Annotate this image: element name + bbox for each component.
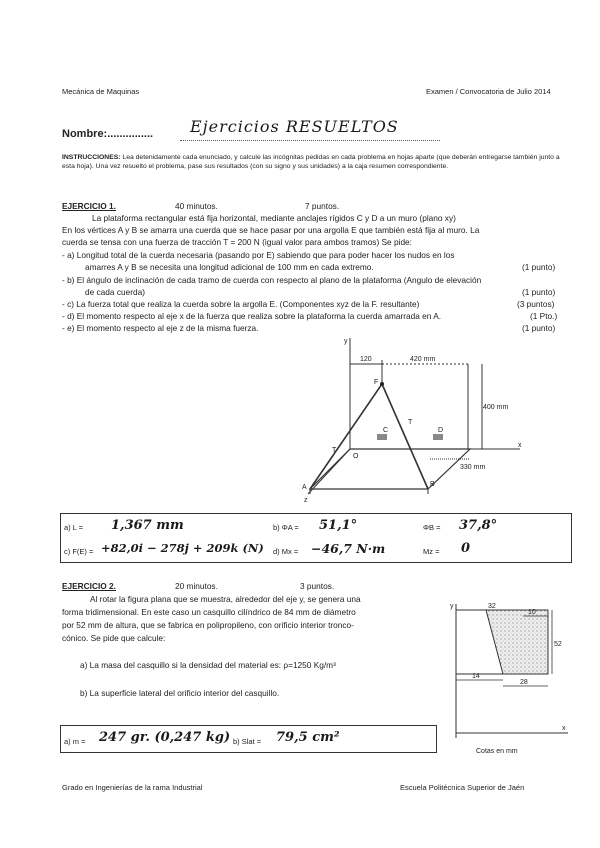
ex1-figure	[290, 334, 540, 510]
ans-d-label: d) Mx =	[273, 547, 299, 556]
fig1-dim-420: 420 mm	[410, 356, 436, 363]
ans-a-value: 1,367 mm	[111, 518, 184, 533]
ex2-answer-box	[60, 725, 437, 753]
name-handwritten: Ejercicios RESUELTOS	[190, 117, 399, 136]
ex1-question-c-points: (3 puntos)	[517, 299, 555, 309]
anchor-D	[433, 434, 443, 440]
course-title: Mecánica de Maquinas	[62, 87, 140, 96]
ans-e-label: Mz =	[423, 547, 440, 556]
fig1-dim-330: 330 mm	[460, 464, 486, 471]
ex1-question-e: - e) El momento respecto al eje z de la misma fuerza.	[62, 323, 259, 333]
fig2-dim-28: 28	[520, 679, 528, 686]
ex1-question-b-points: (1 punto)	[522, 287, 556, 297]
ans-a-label: a) L =	[64, 523, 84, 532]
footer-right: Escuela Politécnica Superior de Jaén	[400, 783, 525, 792]
fig1-label-O: O	[353, 453, 359, 460]
fig1-label-B: B	[430, 481, 435, 488]
fig1-axis-x: x	[518, 442, 522, 449]
ex1-question-a-line1: - a) Longitud total de la cuerda necesaria (pasando por E) sabiendo que para poder hacer los nudos en los	[62, 250, 455, 260]
instructions-label: INSTRUCCIONES:	[62, 154, 121, 161]
ex1-intro-1: La plataforma rectangular está fija horizontal, mediante anclajes rígidos C y D a un muro (plano xy)	[92, 213, 456, 223]
fig1-label-D: D	[438, 427, 444, 434]
cord-AE	[310, 384, 382, 489]
ans-c-value: +82,0i − 278j + 209k (N)	[101, 541, 264, 555]
ex2-question-a: a) La masa del casquillo si la densidad del material es: ρ=1250 Kg/m³	[80, 660, 336, 670]
fig2-axis-y: y	[450, 603, 454, 610]
fig1-label-A: A	[302, 484, 307, 491]
fig2-caption: Cotas en mm	[476, 748, 518, 755]
fig1-dim-120: 120	[360, 356, 372, 363]
ex1-intro-2: En los vértices A y B se amarra una cuerda que se hace pasar por una argolla E que también está fija al muro. La	[62, 225, 480, 235]
instructions-text: Lea detenidamente cada enunciado, y calcule las incógnitas pedidas en cada problema en hojas aparte (que deberán entregarse también junto a esta hoja). Una vez resuelto el problema, pase sus resultados (con su signo y sus unidades) a la caja resumen correspondiente.	[62, 154, 560, 170]
footer-left: Grado en Ingenierías de la rama Industrial	[62, 783, 203, 792]
ex2-ans-b-value: 79,5 cm²	[276, 730, 340, 745]
name-label: Nombre:...............	[62, 128, 154, 140]
ex2-para-3: por 52 mm de altura, que se fabrica en polipropileno, con orificio interior tronco-	[62, 620, 354, 630]
ex1-question-a-line2: amarres A y B se necesita una longitud adicional de 100 mm en cada extremo.	[85, 262, 374, 272]
ex2-para-1: Al rotar la figura plana que se muestra, alrededor del eje y, se genera una	[90, 594, 361, 604]
exam-title: Examen / Convocatoria de Julio 2014	[426, 87, 551, 96]
ex1-question-b-line2: de cada cuerda)	[85, 287, 145, 297]
ex2-figure	[448, 598, 573, 763]
ex2-ans-b-label: b) Slat =	[233, 737, 262, 746]
fig1-axis-z: z	[304, 497, 308, 504]
section-shape	[486, 610, 548, 674]
ans-phiB-value: 37,8°	[459, 518, 498, 533]
ex1-question-d: - d) El momento respecto al eje x de la fuerza que realiza sobre la plataforma la cuerda amarrada en A.	[62, 311, 442, 321]
ex2-ans-a-value: 247 gr. (0,247 kg)	[99, 730, 231, 745]
ex2-question-b: b) La superficie lateral del orificio interior del casquillo.	[80, 688, 280, 698]
ans-d-value: −46,7 N·m	[311, 541, 386, 556]
ans-e-value: 0	[461, 541, 471, 556]
ans-b-label: b) ΦA =	[273, 523, 299, 532]
ex1-question-d-points: (1 Pto.)	[530, 311, 558, 321]
fig2-dim-10: 10	[528, 609, 536, 616]
fig2-dim-32: 32	[488, 603, 496, 610]
ex1-question-c: - c) La fuerza total que realiza la cuerda sobre la argolla E. (Componentes xyz de la F. resultante)	[62, 299, 420, 309]
ex1-answer-box	[60, 513, 572, 563]
ex2-para-4: cónico. Se pide que calcule:	[62, 633, 166, 643]
fig1-label-F: F	[374, 379, 379, 386]
fig1-label-T2: T	[332, 447, 337, 454]
ex1-points: 7 puntos.	[305, 201, 340, 211]
ans-c-label: c) F(E) =	[64, 547, 94, 556]
ans-phiB-label: ΦB =	[423, 523, 441, 532]
ring-E	[380, 382, 384, 386]
fig2-dim-14: 14	[472, 673, 480, 680]
fig1-axis-y: y	[344, 338, 348, 345]
ex1-title: EJERCICIO 1.	[62, 201, 116, 211]
ex2-title: EJERCICIO 2.	[62, 581, 116, 591]
ex1-intro-3: cuerda se tensa con una fuerza de tracción T = 200 N (igual valor para ambos tramos) Se pide:	[62, 237, 412, 247]
instructions	[62, 154, 572, 172]
ans-b-value: 51,1°	[319, 518, 358, 533]
name-dotted-line	[180, 140, 440, 141]
ex1-time: 40 minutos.	[175, 201, 218, 211]
ex2-ans-a-label: a) m =	[64, 737, 86, 746]
ex1-question-a-points: (1 punto)	[522, 262, 556, 272]
fig1-dim-400: 400 mm	[483, 404, 509, 411]
ex2-points: 3 puntos.	[300, 581, 335, 591]
ex1-question-e-points: (1 punto)	[522, 323, 556, 333]
ex1-question-b-line1: - b) El ángulo de inclinación de cada tramo de cuerda con respecto al plano de la plataforma (Angulo de elevación	[62, 275, 482, 285]
fig1-label-C: C	[383, 427, 389, 434]
cord-BE	[382, 384, 428, 489]
fig2-dim-52: 52	[554, 641, 562, 648]
fig2-axis-x: x	[562, 725, 566, 732]
ex2-time: 20 minutos.	[175, 581, 218, 591]
anchor-C	[377, 434, 387, 440]
ex2-para-2: forma tridimensional. En este caso un casquillo cilíndrico de 84 mm de diámetro	[62, 607, 356, 617]
fig1-label-T: T	[408, 419, 413, 426]
